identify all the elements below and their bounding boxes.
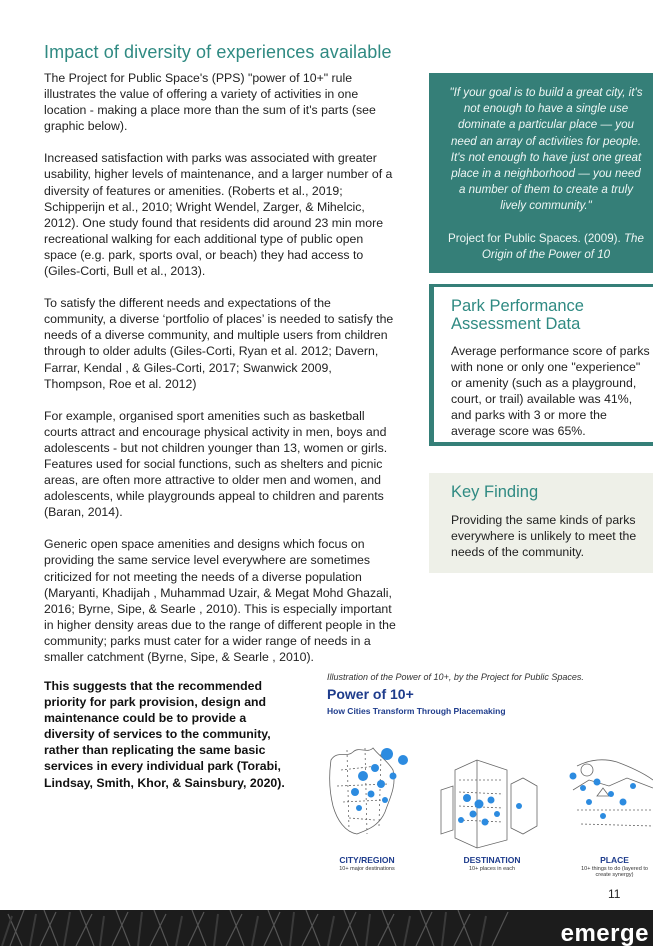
footer-banner <box>0 910 653 946</box>
paragraph-generic-spaces: Generic open space amenities and designs which focus on providing the same service level everywhere are sometimes criticized for not meeting the needs of a diverse population (Maryanti, Khadijah , Muhammad Uzair, & Megat Mohd Ghazali, 2016; Byrne, Sipe, & Searle , 2010). This is especially important in higher density areas due to the range of different people in the community; parks must cater for a wider range of needs in a smaller catchment (Byrne, Sipe, & Searle , 2010). <box>44 537 396 664</box>
paragraph-portfolio: To satisfy the different needs and expectations of the community, a diverse ‘portfolio of places’ is needed to satisfy the needs of a diverse community, and multiple users from children through to older adults (Giles-Corti, Ryan et al. 2012; Davern, Farrar, Kendal , & Giles-Corti, 2017; Swanwick 2009, Thompson, Roe et al. 2012) <box>44 296 394 391</box>
figure-label-place: PLACE <box>600 855 629 865</box>
summary-statement: This suggests that the recommended priority for park provision, design and maintenance could be to provide a diversity of services to the community, rather than replicating the same basic services in every individual park (Torabi, Lindsay, Smith, Khor, & Sainsbury, 2020). <box>44 679 285 790</box>
paragraph-sport-amenities: For example, organised sport amenities such as basketball courts attract and encourage physical activity in men, boys and adolescents - but not children younger than 13, women or girls. Features used for social functions, such as shelters and picnic areas, are often more attractive to older men and women, and adolescents, while playgrounds appeal to children and parents (Baran, 2014). <box>44 408 388 520</box>
key-finding-box <box>429 473 653 573</box>
key-finding-text: Providing the same kinds of parks everywhere is unlikely to meet the needs of the community. <box>451 513 637 560</box>
destination-sketch <box>441 760 537 848</box>
performance-title: Park Performance Assessment Data <box>451 297 584 333</box>
paragraph-satisfaction: Increased satisfaction with parks was associated with greater usability, higher levels of maintenance, and a larger number of a diversity of features or amenities. (Roberts et al., 2019; Schipperijn et al., 2010; Wright Wendel, Zarger, & Mihelcic, 2012). One study found that residents did around 23 min more recreational walking for each additional type of public open space (e.g. park, sports oval, or beach) they had access to (Giles-Corti, Bull et al., 2013). <box>44 151 393 279</box>
figure-sublabel-place: 10+ things to do (layered to create synergy) <box>581 866 648 878</box>
figure-sublabel-destination: 10+ places in each <box>468 866 516 872</box>
figure-subtitle: How Cities Transform Through Placemaking <box>327 706 506 716</box>
page-number: 11 <box>608 887 621 901</box>
quote-box <box>429 73 653 273</box>
quote-citation <box>447 231 645 263</box>
city-region-sketch <box>330 748 394 834</box>
figure-title: Power of 10+ <box>327 686 414 702</box>
footer-grass-texture <box>0 910 653 946</box>
figure-label-destination: DESTINATION <box>463 855 521 865</box>
emerge-logo: emerge <box>560 920 649 946</box>
quote-citation-title: The Origin of the Power of 10 <box>481 231 644 261</box>
section-heading: Impact of diversity of experiences available <box>44 42 392 62</box>
figure-sublabel-city-region: 10+ major destinations <box>339 866 395 872</box>
figure-label-city-region: CITY/REGION <box>339 855 395 865</box>
quote-text: "If your goal is to build a great city, it's not enough to have a single use dominate a particular place — you need an array of activities for people. It's not enough to have just one great place in a neighborhood — you need a number of them to create a truly lively community." <box>449 86 643 213</box>
key-finding-title: Key Finding <box>451 483 539 501</box>
performance-data-box <box>429 284 653 446</box>
figure-caption: Illustration of the Power of 10+, by the Project for Public Spaces. <box>327 672 584 682</box>
performance-text: Average performance score of parks with none or only one "experience" or amenity (such as a playground, court, or trail) available was 41%, and parks with 3 or more the average score was 65%. <box>451 344 650 439</box>
power-of-ten-illustration <box>327 730 653 852</box>
quote-citation-prefix: Project for Public Spaces. (2009). <box>448 231 621 245</box>
paragraph-pps-rule: The Project for Public Space's (PPS) "power of 10+" rule illustrates the value of offering a variety of activities in one location - making a place more than the sum of it's parts (see graphic below). <box>44 71 376 134</box>
main-text-column <box>44 70 396 681</box>
